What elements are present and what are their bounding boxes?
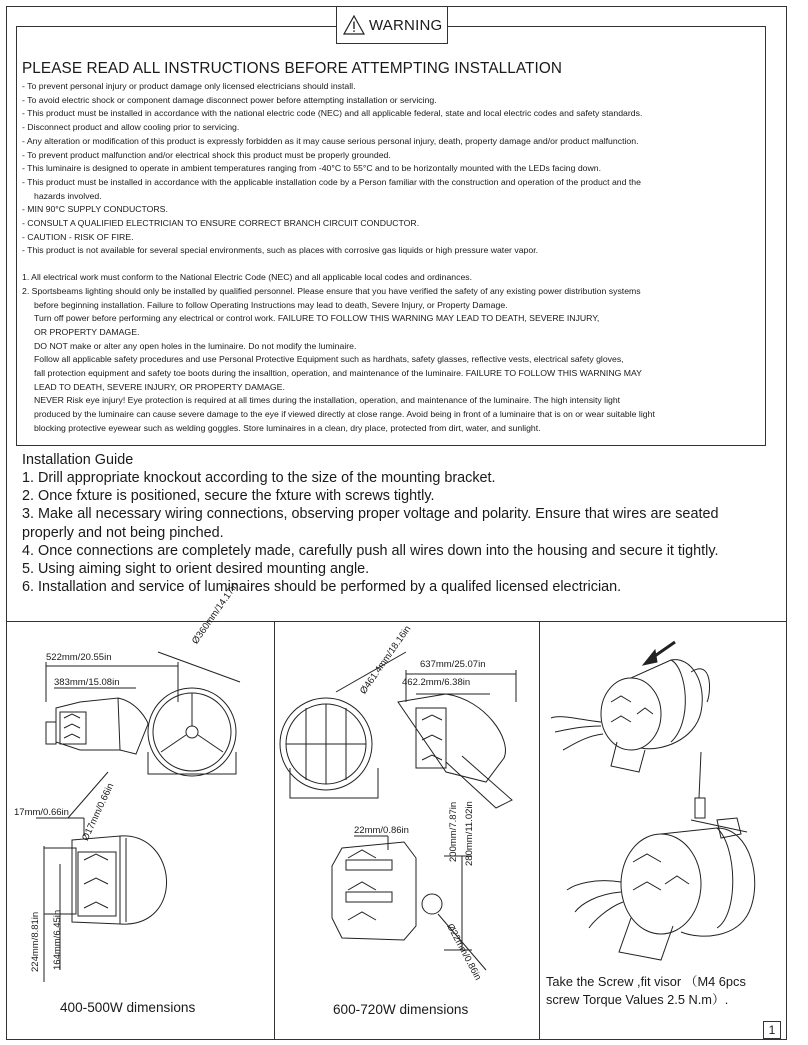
guide-title: Installation Guide (22, 452, 134, 468)
rule-line: - This product is not available for several special environments, such as places with corrosive gas liquids or high pressure water vapor. (22, 245, 539, 256)
dim-label: 280mm/11.02in (464, 801, 475, 866)
numbered-line: DO NOT make or alter any open holes in the luminaire. Do not modify the luminaire. (34, 340, 357, 351)
rule-line: - CONSULT A QUALIFIED ELECTRICIAN TO ENSURE CORRECT BRANCH CIRCUIT CONDUCTOR. (22, 218, 420, 229)
numbered-line: OR PROPERTY DAMAGE. (34, 326, 140, 337)
numbered-line: Follow all applicable safety procedures and use Personal Protective Equipment such as hardhats, safety glasses, reflective vests, electrical safety gloves, (34, 354, 624, 365)
rule-line: - To prevent personal injury or product damage only licensed electricians should install. (22, 81, 356, 91)
numbered-line: before beginning installation. Failure to follow Operating Instructions may lead to death, Severe Injury, or Property Damage. (34, 299, 508, 310)
panel3-drawing (541, 622, 785, 972)
dim-label: 164mm/6.45in (52, 909, 63, 970)
numbered-line: Turn off power before performing any electrical or control work. FAILURE TO FOLLOW THIS WARNING MAY LEAD TO DEATH, SEVERE INJURY, (34, 313, 600, 324)
numbered-line: fall protection equipment and safety toe boots during the insalltion, operation, and maintenance of the luminaire. FAILURE TO FOLLOW THIS WARNING MAY (34, 368, 642, 379)
rule-line: - This product must be installed in accordance with the national electric code (NEC) and all applicable federal, state and local electric codes and safety standards. (22, 108, 643, 119)
panel1-caption: 400-500W dimensions (60, 1000, 196, 1015)
rule-line: - To prevent product malfunction and/or electrical shock this product must be properly grounded. (22, 149, 391, 160)
warning-rules (22, 80, 762, 436)
rule-line: - To avoid electric shock or component damage disconnect power before attempting installation or servicing. (22, 94, 437, 105)
dim-label: 522mm/20.55in (46, 652, 112, 663)
rule-line: - This product must be installed in accordance with the applicable installation code by a Person familiar with the construction and operation of the product and the (22, 176, 641, 187)
numbered-line: LEAD TO DEATH, SEVERE INJURY, OR PROPERTY DAMAGE. (34, 381, 285, 392)
dim-label: 22mm/0.86in (354, 825, 409, 836)
screw-note-line: screw Torque Values 2.5 N.m）. (546, 992, 729, 1007)
dim-label: 224mm/8.81in (30, 911, 41, 972)
dim-label: 200mm/7.87in (448, 801, 459, 862)
screw-note (546, 973, 776, 1009)
instructions-heading: PLEASE READ ALL INSTRUCTIONS BEFORE ATTEMPTING INSTALLATION (22, 60, 562, 77)
guide-step: 1. Drill appropriate knockout according to the size of the mounting bracket. (22, 470, 496, 486)
panel2-caption: 600-720W dimensions (333, 1002, 469, 1017)
guide-step: 3. Make all necessary wiring connections, observing proper voltage and polarity. Ensure that wires are seated (22, 506, 719, 523)
dim-label: Ø17mm/0.66in (80, 781, 117, 843)
numbered-line: NEVER Risk eye injury! Eye protection is required at all times during the installation, operation, and maintenance of the luminaire. The high intensity light (34, 395, 621, 406)
panel-divider (274, 621, 275, 1040)
rule-line: - This luminaire is designed to operate in ambient temperatures ranging from -40°C to 55°C and to be horizontally mounted with the LEDs facing down. (22, 163, 602, 174)
warning-triangle-icon (343, 14, 365, 36)
rule-line: hazards involved. (34, 190, 102, 201)
numbered-line: blocking protective eyewear such as welding goggles. Store luminaires in a clean, dry place, protected from dirt, water, and sunlight. (34, 422, 541, 433)
guide-step: 4. Once connections are completely made, carefully push all wires down into the housing and secure it tightly. (22, 542, 719, 559)
dim-label: 462.2mm/6.38in (402, 677, 471, 688)
dim-label: Ø22mm/0.86in (444, 922, 484, 983)
rule-line: - Disconnect product and allow cooling prior to servicing. (22, 122, 240, 133)
panel1-drawing (8, 622, 273, 1037)
panel-divider (539, 621, 540, 1040)
numbered-line: produced by the luminaire can cause severe damage to the eye if viewed directly at close range. Avoid being in front of a luminaire that is on or wear suitable light (34, 409, 655, 420)
dim-label: Ø360mm/14.17in (190, 580, 241, 647)
page-number: 1 (763, 1021, 781, 1039)
installation-guide (22, 451, 776, 596)
screw-note-line: Take the Screw ,fit visor （M4 6pcs (546, 974, 746, 989)
dim-label: Ø461.4mm/18.16in (358, 623, 414, 697)
rule-line: - Any alteration or modification of this product is expressly forbidden as it may cause serious personal injury, death, property damage and/or product malfunction. (22, 135, 639, 146)
guide-step: properly and not being pinched. (22, 524, 224, 541)
numbered-line: 2. Sportsbeams lighting should only be installed by qualified personnel. Please ensure that you have verified the safety of any existing power distribution systems (22, 285, 641, 296)
rule-line: - MIN 90°C SUPPLY CONDUCTORS. (22, 204, 168, 215)
guide-step: 5. Using aiming sight to orient desired mounting angle. (22, 561, 370, 578)
numbered-line: 1. All electrical work must conform to the National Electric Code (NEC) and all applicable local codes and ordinances. (22, 272, 473, 283)
dim-label: 637mm/25.07in (420, 659, 486, 670)
warning-title: WARNING (369, 16, 443, 34)
dim-label: 17mm/0.66in (14, 807, 69, 818)
dim-label: 383mm/15.08in (54, 677, 120, 688)
guide-step: 6. Installation and service of luminaires should be performed by a qualifed licensed electrician. (22, 579, 622, 596)
warning-title-box (336, 6, 448, 44)
guide-step: 2. Once fxture is positioned, secure the fxture with screws tightly. (22, 488, 435, 505)
rule-line: - CAUTION - RISK OF FIRE. (22, 231, 134, 242)
